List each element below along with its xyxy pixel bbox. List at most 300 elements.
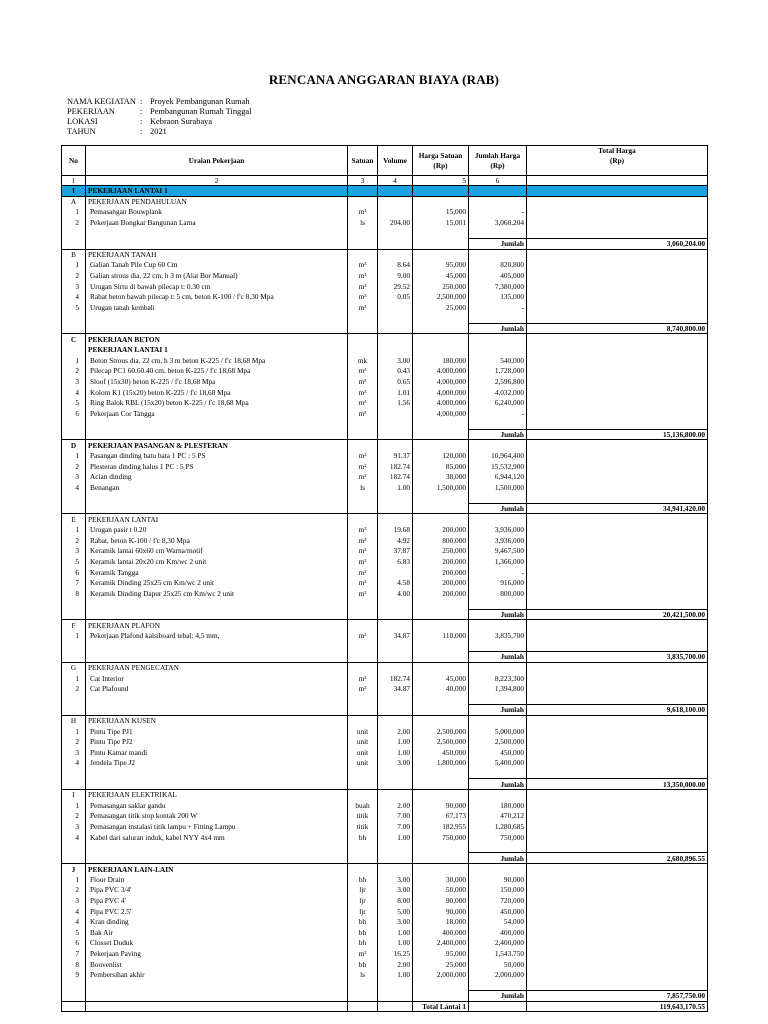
subtotal-label: Jumlah bbox=[469, 652, 527, 663]
empty-cell bbox=[469, 599, 527, 610]
grand-total-row bbox=[62, 1001, 708, 1012]
item-number: 2 bbox=[62, 885, 86, 896]
item-number: 1 bbox=[62, 207, 86, 218]
section-number: C bbox=[62, 334, 86, 345]
empty-cell bbox=[348, 313, 378, 324]
item-volume: 2.00 bbox=[378, 726, 413, 737]
table-row bbox=[62, 577, 708, 588]
empty-cell bbox=[378, 705, 413, 716]
item-amount: 2,000,000 bbox=[469, 969, 527, 980]
item-volume: 6.83 bbox=[378, 556, 413, 567]
item-unit: m² bbox=[348, 577, 378, 588]
item-unit: m² bbox=[348, 450, 378, 461]
item-volume: 3.00 bbox=[378, 355, 413, 366]
column-number-row bbox=[62, 176, 708, 186]
subtotal-row bbox=[62, 991, 708, 1002]
item-unit-price: 4,000,000 bbox=[413, 366, 469, 377]
section-title: PEKERJAAN ELEKTRIKAL bbox=[86, 789, 348, 800]
item-unit: m² bbox=[348, 588, 378, 599]
item-number: 2 bbox=[62, 217, 86, 228]
empty-cell bbox=[348, 419, 378, 430]
item-unit-price: 110,000 bbox=[413, 630, 469, 641]
section-title: PEKERJAAN PLAFON bbox=[86, 620, 348, 631]
empty-cell bbox=[348, 842, 378, 853]
item-number: 1 bbox=[62, 726, 86, 737]
section-title: PEKERJAAN LANTAI 1 bbox=[86, 186, 348, 197]
spacer-row bbox=[62, 641, 708, 652]
spacer-row bbox=[62, 228, 708, 239]
info-label: PEKERJAAN bbox=[67, 107, 115, 116]
empty-cell bbox=[62, 419, 86, 430]
empty-cell bbox=[413, 620, 469, 631]
section-number: D bbox=[62, 440, 86, 451]
empty-cell bbox=[378, 440, 413, 451]
empty-cell bbox=[378, 429, 413, 440]
item-volume: 182.74 bbox=[378, 673, 413, 684]
table-row bbox=[62, 556, 708, 567]
empty-cell bbox=[469, 344, 527, 355]
item-description: Acian dinding bbox=[86, 472, 348, 483]
item-volume: 1.00 bbox=[378, 938, 413, 949]
item-number: 4 bbox=[62, 387, 86, 398]
info-row bbox=[67, 127, 251, 137]
empty-cell bbox=[527, 217, 708, 228]
item-volume bbox=[378, 302, 413, 313]
item-description: Keramik Tangga bbox=[86, 567, 348, 578]
item-amount: 820,800 bbox=[469, 260, 527, 271]
empty-cell bbox=[469, 1001, 527, 1012]
table-row bbox=[62, 906, 708, 917]
item-unit: titik bbox=[348, 821, 378, 832]
empty-cell bbox=[378, 1001, 413, 1012]
empty-cell bbox=[527, 270, 708, 281]
empty-cell bbox=[527, 874, 708, 885]
empty-cell bbox=[348, 334, 378, 345]
table-row bbox=[62, 948, 708, 959]
empty-cell bbox=[378, 313, 413, 324]
empty-cell bbox=[348, 991, 378, 1002]
table-header-row bbox=[62, 146, 708, 176]
empty-cell bbox=[348, 514, 378, 525]
empty-cell bbox=[527, 662, 708, 673]
item-description: Cat Interior bbox=[86, 673, 348, 684]
empty-cell bbox=[378, 641, 413, 652]
empty-cell bbox=[413, 609, 469, 620]
item-description: Keramik Dinding Dapur 25x25 cm Km/wc 2 unit bbox=[86, 588, 348, 599]
item-unit-price: 4,000,000 bbox=[413, 387, 469, 398]
item-unit-price: 800,000 bbox=[413, 535, 469, 546]
item-unit-price: 95,000 bbox=[413, 260, 469, 271]
empty-cell bbox=[527, 895, 708, 906]
item-number: 1 bbox=[62, 800, 86, 811]
item-number: 3 bbox=[62, 821, 86, 832]
item-amount: 6,944,120 bbox=[469, 472, 527, 483]
table-row bbox=[62, 217, 708, 228]
item-amount: 1,394,800 bbox=[469, 683, 527, 694]
item-unit-price: 182,955 bbox=[413, 821, 469, 832]
item-amount: 90,000 bbox=[469, 874, 527, 885]
empty-cell bbox=[527, 864, 708, 875]
item-amount: 1,728,000 bbox=[469, 366, 527, 377]
empty-cell bbox=[378, 344, 413, 355]
item-number: 5 bbox=[62, 556, 86, 567]
item-amount: 3,936,000 bbox=[469, 525, 527, 536]
empty-cell bbox=[86, 493, 348, 504]
section-number: A bbox=[62, 196, 86, 207]
item-amount: 2,400,000 bbox=[469, 938, 527, 949]
item-amount: 3,060,204 bbox=[469, 217, 527, 228]
item-number: 3 bbox=[62, 281, 86, 292]
item-unit: m¹ bbox=[348, 270, 378, 281]
empty-cell bbox=[86, 313, 348, 324]
empty-cell bbox=[527, 535, 708, 546]
subtotal-row bbox=[62, 238, 708, 249]
item-description: Pasangan dinding batu bata 1 PC : 5 PS bbox=[86, 450, 348, 461]
item-unit-price: 2,500,000 bbox=[413, 736, 469, 747]
item-description: Cat Plafound bbox=[86, 683, 348, 694]
item-unit-price: 2,000,000 bbox=[413, 969, 469, 980]
empty-cell bbox=[86, 980, 348, 991]
table-row bbox=[62, 546, 708, 557]
empty-cell bbox=[527, 397, 708, 408]
item-number: 1 bbox=[62, 260, 86, 271]
grand-total-value: 119,643,170.55 bbox=[527, 1001, 708, 1012]
empty-cell bbox=[62, 503, 86, 514]
item-unit: bh bbox=[348, 916, 378, 927]
subtotal-value: 9,618,100.00 bbox=[527, 705, 708, 716]
item-unit: m³ bbox=[348, 397, 378, 408]
table-row bbox=[62, 482, 708, 493]
empty-cell bbox=[527, 546, 708, 557]
empty-cell bbox=[413, 514, 469, 525]
item-description: Pintu Tipe PJ2 bbox=[86, 736, 348, 747]
item-number: 3 bbox=[62, 895, 86, 906]
empty-cell bbox=[413, 789, 469, 800]
empty-cell bbox=[378, 694, 413, 705]
empty-cell bbox=[527, 260, 708, 271]
empty-cell bbox=[348, 779, 378, 790]
section-number: G bbox=[62, 662, 86, 673]
empty-cell bbox=[527, 821, 708, 832]
subtotal-label: Jumlah bbox=[469, 238, 527, 249]
item-number: 5 bbox=[62, 927, 86, 938]
empty-cell bbox=[86, 238, 348, 249]
item-amount: 1,280,685 bbox=[469, 821, 527, 832]
item-unit-price: 200,000 bbox=[413, 567, 469, 578]
empty-cell bbox=[527, 969, 708, 980]
item-unit-price: 250,000 bbox=[413, 281, 469, 292]
section-title: PEKERJAAN KUSEN bbox=[86, 715, 348, 726]
item-unit: m³ bbox=[348, 525, 378, 536]
item-number: 1 bbox=[62, 874, 86, 885]
empty-cell bbox=[62, 768, 86, 779]
spacer-row bbox=[62, 694, 708, 705]
empty-cell bbox=[413, 842, 469, 853]
section-row bbox=[62, 514, 708, 525]
section-number: E bbox=[62, 514, 86, 525]
empty-cell bbox=[527, 800, 708, 811]
section-row bbox=[62, 620, 708, 631]
item-description: Pilecap PC1 60.60.40 cm, beton K-225 / f'c 18,68 Mpa bbox=[86, 366, 348, 377]
empty-cell bbox=[469, 228, 527, 239]
table-row bbox=[62, 895, 708, 906]
col-number: 3 bbox=[348, 176, 378, 186]
empty-cell bbox=[348, 186, 378, 197]
empty-cell bbox=[62, 853, 86, 864]
col-number: 5 bbox=[413, 176, 469, 186]
info-row bbox=[67, 117, 251, 127]
empty-cell bbox=[86, 641, 348, 652]
item-volume: 2.00 bbox=[378, 800, 413, 811]
item-unit-price: 15,000 bbox=[413, 207, 469, 218]
item-unit-price: 120,000 bbox=[413, 450, 469, 461]
empty-cell bbox=[378, 991, 413, 1002]
item-volume: 1.56 bbox=[378, 397, 413, 408]
table-row bbox=[62, 938, 708, 949]
section-number: I bbox=[62, 789, 86, 800]
empty-cell bbox=[469, 334, 527, 345]
item-number: 4 bbox=[62, 916, 86, 927]
empty-cell bbox=[413, 419, 469, 430]
empty-cell bbox=[527, 959, 708, 970]
item-volume: 2.00 bbox=[378, 959, 413, 970]
empty-cell bbox=[413, 768, 469, 779]
empty-cell bbox=[62, 842, 86, 853]
empty-cell bbox=[527, 842, 708, 853]
rab-table bbox=[61, 145, 708, 1012]
item-description: Keramik lantai 60x60 cm Warna/motif bbox=[86, 546, 348, 557]
empty-cell bbox=[527, 344, 708, 355]
empty-cell bbox=[413, 429, 469, 440]
subsection-title: PEKERJAAN LANTAI 1 bbox=[86, 344, 348, 355]
subtotal-value: 20,421,500.00 bbox=[527, 609, 708, 620]
item-number: 2 bbox=[62, 683, 86, 694]
empty-cell bbox=[86, 1001, 348, 1012]
item-number: 2 bbox=[62, 366, 86, 377]
item-number: 4 bbox=[62, 758, 86, 769]
empty-cell bbox=[378, 768, 413, 779]
empty-cell bbox=[348, 1001, 378, 1012]
header-harga-satuan: Harga Satuan (Rp) bbox=[413, 146, 469, 176]
empty-cell bbox=[378, 249, 413, 260]
empty-cell bbox=[527, 514, 708, 525]
table-row bbox=[62, 800, 708, 811]
table-row bbox=[62, 291, 708, 302]
col-number: 2 bbox=[86, 176, 348, 186]
item-unit: m³ bbox=[348, 408, 378, 419]
item-description: Pemasangan titik stop kontak 200 W bbox=[86, 811, 348, 822]
subtotal-value: 2,680,896.55 bbox=[527, 853, 708, 864]
item-volume: 1.00 bbox=[378, 482, 413, 493]
empty-cell bbox=[413, 864, 469, 875]
item-description: Rabat, beton K-100 / f'c 8,30 Mpa bbox=[86, 535, 348, 546]
item-description: Pekerjaan Plafond kalsiboard tebal: 4,5 mm, bbox=[86, 630, 348, 641]
empty-cell bbox=[413, 493, 469, 504]
item-description: Pemasangan Bouwplank bbox=[86, 207, 348, 218]
item-number: 4 bbox=[62, 291, 86, 302]
empty-cell bbox=[413, 228, 469, 239]
section-row bbox=[62, 186, 708, 197]
item-volume: 19.68 bbox=[378, 525, 413, 536]
item-number: 1 bbox=[62, 525, 86, 536]
item-unit: m¹ bbox=[348, 207, 378, 218]
subtotal-value: 3,060,204.00 bbox=[527, 238, 708, 249]
subtotal-value: 3,835,700.00 bbox=[527, 652, 708, 663]
table-row bbox=[62, 821, 708, 832]
item-volume: 4.58 bbox=[378, 577, 413, 588]
table-row bbox=[62, 260, 708, 271]
empty-cell bbox=[413, 652, 469, 663]
item-amount: 2,500,000 bbox=[469, 736, 527, 747]
item-description: Beton Strous dia. 22 cm, h 3 m beton K-225 / f'c 18,68 Mpa bbox=[86, 355, 348, 366]
empty-cell bbox=[527, 228, 708, 239]
table-row bbox=[62, 281, 708, 292]
empty-cell bbox=[413, 334, 469, 345]
item-description: Plesteran dinding halus 1 PC : 5 PS bbox=[86, 461, 348, 472]
empty-cell bbox=[527, 641, 708, 652]
empty-cell bbox=[469, 186, 527, 197]
item-amount: 2,596,800 bbox=[469, 376, 527, 387]
item-unit: unit bbox=[348, 736, 378, 747]
empty-cell bbox=[469, 864, 527, 875]
item-amount: 1,500,000 bbox=[469, 482, 527, 493]
table-row bbox=[62, 387, 708, 398]
table-row bbox=[62, 366, 708, 377]
item-description: Floor Drain bbox=[86, 874, 348, 885]
section-number: F bbox=[62, 620, 86, 631]
item-unit: unit bbox=[348, 747, 378, 758]
empty-cell bbox=[469, 694, 527, 705]
empty-cell bbox=[527, 916, 708, 927]
item-number: 3 bbox=[62, 546, 86, 557]
empty-cell bbox=[469, 514, 527, 525]
item-amount: 450,000 bbox=[469, 906, 527, 917]
col-number bbox=[527, 176, 708, 186]
empty-cell bbox=[413, 662, 469, 673]
item-amount: 54,000 bbox=[469, 916, 527, 927]
item-description: Urugan tanah kembali bbox=[86, 302, 348, 313]
subtotal-label: Jumlah bbox=[469, 991, 527, 1002]
empty-cell bbox=[527, 567, 708, 578]
empty-cell bbox=[469, 662, 527, 673]
empty-cell bbox=[527, 630, 708, 641]
subtotal-row bbox=[62, 609, 708, 620]
item-amount: 10,964,400 bbox=[469, 450, 527, 461]
item-unit: m³ bbox=[348, 387, 378, 398]
item-unit: m³ bbox=[348, 535, 378, 546]
empty-cell bbox=[378, 599, 413, 610]
item-volume: 0.43 bbox=[378, 366, 413, 377]
empty-cell bbox=[527, 599, 708, 610]
empty-cell bbox=[527, 906, 708, 917]
empty-cell bbox=[348, 323, 378, 334]
item-unit-price: 750,000 bbox=[413, 832, 469, 843]
subtotal-value: 34,941,420.00 bbox=[527, 503, 708, 514]
item-unit: m³ bbox=[348, 302, 378, 313]
item-number: 5 bbox=[62, 302, 86, 313]
item-unit: m² bbox=[348, 556, 378, 567]
item-volume: 29.52 bbox=[378, 281, 413, 292]
item-number: 4 bbox=[62, 832, 86, 843]
subtotal-label: Jumlah bbox=[469, 609, 527, 620]
empty-cell bbox=[86, 652, 348, 663]
item-number: 7 bbox=[62, 577, 86, 588]
info-label: TAHUN bbox=[67, 127, 96, 136]
subtotal-value: 15,136,800.00 bbox=[527, 429, 708, 440]
empty-cell bbox=[378, 620, 413, 631]
section-number: B bbox=[62, 249, 86, 260]
table-row bbox=[62, 874, 708, 885]
item-number: 8 bbox=[62, 588, 86, 599]
item-unit: bh bbox=[348, 959, 378, 970]
empty-cell bbox=[527, 726, 708, 737]
item-amount: 6,240,000 bbox=[469, 397, 527, 408]
info-colon: : bbox=[140, 97, 143, 106]
empty-cell bbox=[348, 440, 378, 451]
item-unit-price: 1,500,000 bbox=[413, 482, 469, 493]
item-amount: 916,000 bbox=[469, 577, 527, 588]
empty-cell bbox=[62, 344, 86, 355]
empty-cell bbox=[348, 705, 378, 716]
col-number: 1 bbox=[62, 176, 86, 186]
empty-cell bbox=[527, 493, 708, 504]
empty-cell bbox=[62, 599, 86, 610]
empty-cell bbox=[348, 789, 378, 800]
item-number: 4 bbox=[62, 482, 86, 493]
item-volume: 3.00 bbox=[378, 916, 413, 927]
table-row bbox=[62, 376, 708, 387]
spacer-row bbox=[62, 768, 708, 779]
document-title: RENCANA ANGGARAN BIAYA (RAB) bbox=[268, 72, 500, 87]
empty-cell bbox=[378, 715, 413, 726]
item-number: 6 bbox=[62, 567, 86, 578]
table-row bbox=[62, 397, 708, 408]
empty-cell bbox=[62, 323, 86, 334]
item-unit-price: 2,500,000 bbox=[413, 291, 469, 302]
empty-cell bbox=[62, 779, 86, 790]
table-row bbox=[62, 736, 708, 747]
empty-cell bbox=[469, 313, 527, 324]
empty-cell bbox=[413, 715, 469, 726]
empty-cell bbox=[413, 313, 469, 324]
empty-cell bbox=[86, 429, 348, 440]
empty-cell bbox=[527, 291, 708, 302]
section-row bbox=[62, 662, 708, 673]
subtotal-value: 7,857,750.00 bbox=[527, 991, 708, 1002]
empty-cell bbox=[348, 768, 378, 779]
item-amount: 1,543,750 bbox=[469, 948, 527, 959]
spacer-row bbox=[62, 419, 708, 430]
item-unit: bh bbox=[348, 874, 378, 885]
info-row bbox=[67, 107, 251, 117]
info-row bbox=[67, 97, 251, 107]
item-unit: bh bbox=[348, 927, 378, 938]
item-number: 2 bbox=[62, 535, 86, 546]
table-row bbox=[62, 472, 708, 483]
item-unit: m² bbox=[348, 546, 378, 557]
empty-cell bbox=[527, 811, 708, 822]
item-amount: 135,000 bbox=[469, 291, 527, 302]
item-volume: 182.74 bbox=[378, 472, 413, 483]
empty-cell bbox=[348, 853, 378, 864]
empty-cell bbox=[527, 789, 708, 800]
item-amount: 150,000 bbox=[469, 885, 527, 896]
empty-cell bbox=[62, 313, 86, 324]
info-value: Kebraon Surabaya bbox=[150, 117, 213, 126]
empty-cell bbox=[527, 747, 708, 758]
empty-cell bbox=[527, 927, 708, 938]
item-unit-price: 18,000 bbox=[413, 916, 469, 927]
